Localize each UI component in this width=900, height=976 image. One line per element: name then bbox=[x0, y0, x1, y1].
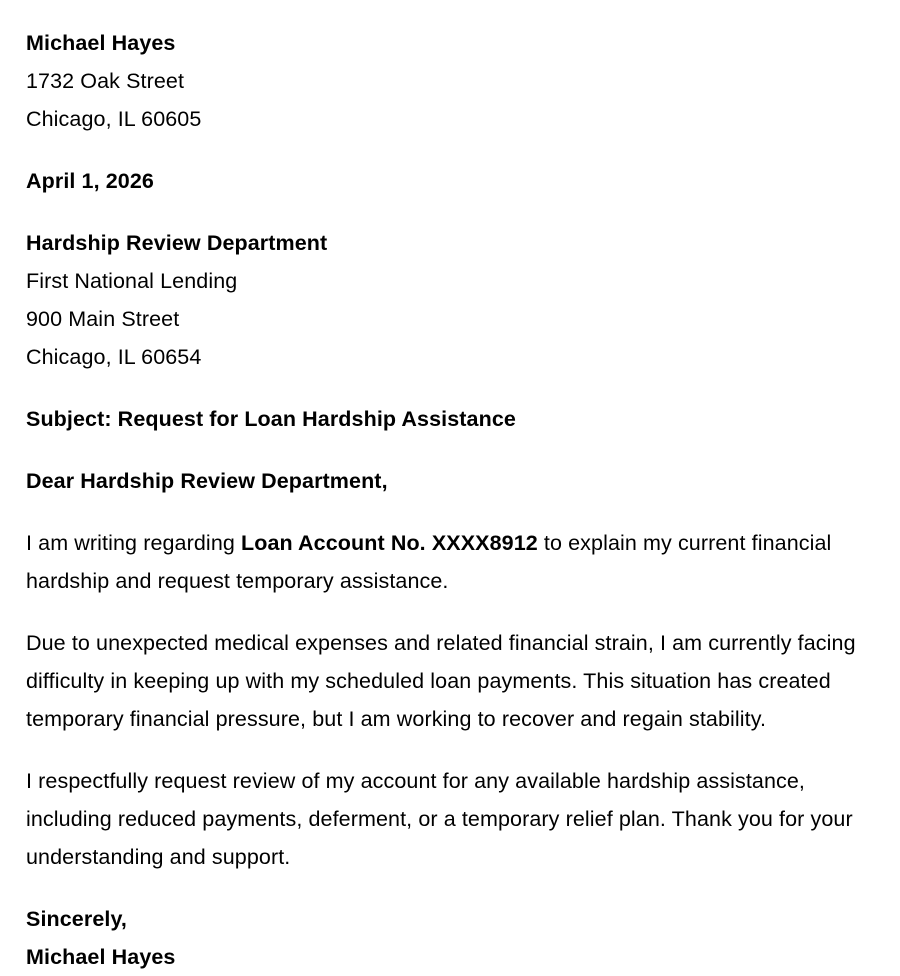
recipient-department: Hardship Review Department bbox=[26, 231, 328, 255]
recipient-street: 900 Main Street bbox=[26, 307, 180, 331]
date-block bbox=[26, 162, 874, 200]
paragraph-two-text: Due to unexpected medical expenses and related financial strain, I am currently facing difficulty in keeping up with my scheduled loan payments. This situation has created temporary financial pressure, but I am working to recover and regain stability. bbox=[26, 631, 856, 731]
valediction: Sincerely, bbox=[26, 907, 127, 931]
paragraph-one-text bbox=[26, 524, 874, 600]
salutation-block bbox=[26, 462, 874, 500]
paragraph-three-text: I respectfully request review of my account for any available hardship assistance, including reduced payments, deferment, or a temporary relief plan. Thank you for your understanding and support. bbox=[26, 769, 853, 869]
body-paragraph-2 bbox=[26, 624, 874, 738]
body-paragraph-3 bbox=[26, 762, 874, 876]
subject-block bbox=[26, 400, 874, 438]
recipient-city-state-zip: Chicago, IL 60654 bbox=[26, 345, 202, 369]
recipient-address-block bbox=[26, 224, 874, 376]
body-paragraph-1 bbox=[26, 524, 874, 600]
sender-city-state-zip: Chicago, IL 60605 bbox=[26, 107, 202, 131]
signature-name: Michael Hayes bbox=[26, 945, 176, 969]
salutation: Dear Hardship Review Department, bbox=[26, 469, 388, 493]
sender-street: 1732 Oak Street bbox=[26, 69, 185, 93]
loan-account-number: Loan Account No. XXXX8912 bbox=[241, 531, 538, 555]
recipient-company: First National Lending bbox=[26, 269, 238, 293]
paragraph-one-after: to explain my current financial hardship and request temporary assistance. bbox=[26, 531, 832, 593]
sender-name: Michael Hayes bbox=[26, 31, 176, 55]
subject-line: Subject: Request for Loan Hardship Assistance bbox=[26, 407, 516, 431]
letter-date: April 1, 2026 bbox=[26, 169, 154, 193]
closing-block bbox=[26, 900, 874, 976]
paragraph-one-before: I am writing regarding bbox=[26, 531, 242, 555]
sender-address-block bbox=[26, 24, 874, 138]
